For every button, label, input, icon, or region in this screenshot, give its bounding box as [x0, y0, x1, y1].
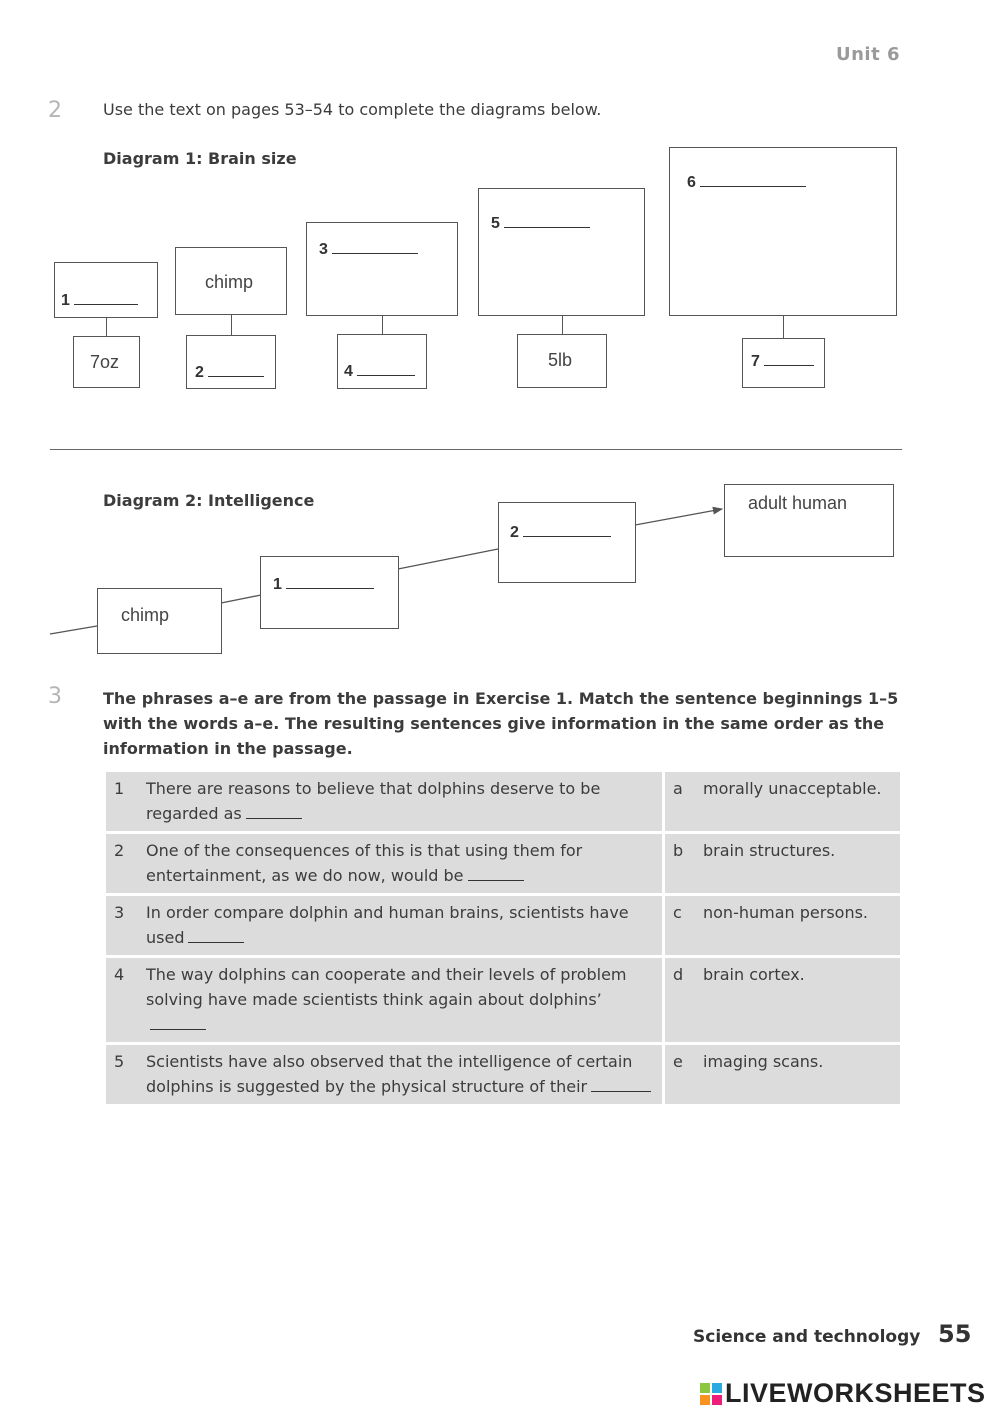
sentence-beginning — [140, 772, 665, 831]
box-label: 7oz — [90, 352, 120, 372]
sentence-number: 2 — [106, 834, 140, 893]
option-letter: e — [665, 1045, 697, 1104]
blank-number: 2 — [510, 524, 519, 541]
intelligence-box-adult-human — [724, 484, 894, 557]
page-number: 55 — [938, 1320, 972, 1348]
answer-blank[interactable] — [591, 1090, 651, 1092]
option-letter: c — [665, 896, 697, 955]
box-label: 5lb — [548, 350, 573, 370]
answer-blank[interactable] — [188, 941, 244, 943]
intelligence-box-2 — [498, 502, 636, 583]
answer-blank[interactable] — [468, 879, 524, 881]
answer-blank[interactable] — [523, 535, 611, 537]
blank-number: 3 — [319, 241, 328, 258]
table-row — [106, 896, 900, 955]
sentence-text: Scientists have also observed that the intelligence of certain dolphins is suggested by the physical structure of their — [146, 1052, 633, 1096]
exercise-2-instruction: Use the text on pages 53–54 to complete the diagrams below. — [103, 100, 602, 119]
sentence-number: 5 — [106, 1045, 140, 1104]
sentence-text: The way dolphins can cooperate and their levels of problem solving have made scientists think again about dolphins’ — [146, 965, 627, 1009]
brand-logo — [700, 1378, 986, 1409]
sentence-number: 4 — [106, 958, 140, 1042]
intelligence-box-1 — [260, 556, 399, 629]
option-word: morally unacceptable. — [697, 772, 900, 831]
box-label: chimp — [205, 272, 254, 292]
sentence-beginning — [140, 958, 665, 1042]
connector-line — [221, 595, 261, 603]
blank-number: 6 — [687, 174, 696, 191]
blank-number: 1 — [61, 292, 70, 309]
connector-line — [50, 626, 97, 634]
exercise-2-number: 2 — [48, 98, 62, 123]
exercise-3-instruction: The phrases a–e are from the passage in Exercise 1. Match the sentence beginnings 1–5 with the words a–e. The resulting sentences give information in the same order as the information in the passage. — [103, 689, 899, 758]
sentence-text: One of the consequences of this is that using them for entertainment, as we do now, would be — [146, 841, 583, 885]
option-letter: b — [665, 834, 697, 893]
blank-number: 4 — [344, 363, 353, 380]
brand-name: LIVEWORKSHEETS — [725, 1378, 986, 1408]
sentence-text: In order compare dolphin and human brains, scientists have used — [146, 903, 629, 947]
sentence-number: 1 — [106, 772, 140, 831]
table-row — [106, 958, 900, 1042]
box-label: chimp — [121, 605, 170, 625]
table-row — [106, 834, 900, 893]
answer-blank[interactable] — [150, 1028, 206, 1030]
section-title: Science and technology — [693, 1327, 921, 1347]
intelligence-box-chimp — [97, 588, 222, 654]
table-row — [106, 1045, 900, 1104]
diagram-1-title: Diagram 1: Brain size — [103, 149, 297, 168]
option-letter: a — [665, 772, 697, 831]
option-word: non-human persons. — [697, 896, 900, 955]
exercise-3-number: 3 — [48, 684, 62, 709]
option-letter: d — [665, 958, 697, 1042]
sentence-number: 3 — [106, 896, 140, 955]
option-word: brain structures. — [697, 834, 900, 893]
sentence-beginning — [140, 834, 665, 893]
liveworksheets-logo-icon — [700, 1383, 722, 1405]
table-row — [106, 772, 900, 831]
diagram-2-title: Diagram 2: Intelligence — [103, 491, 315, 510]
answer-blank[interactable] — [286, 587, 374, 589]
box-label: adult human — [748, 493, 848, 513]
blank-number: 1 — [273, 576, 282, 593]
option-word: imaging scans. — [697, 1045, 900, 1104]
blank-number: 7 — [751, 353, 760, 370]
arrow-line — [635, 509, 722, 525]
unit-label: Unit 6 — [836, 44, 900, 65]
option-word: brain cortex. — [697, 958, 900, 1042]
sentence-beginning — [140, 896, 665, 955]
sentence-beginning — [140, 1045, 665, 1104]
answer-blank[interactable] — [246, 817, 302, 819]
blank-number: 2 — [195, 364, 204, 381]
connector-line — [398, 549, 498, 569]
sentence-text: There are reasons to believe that dolphins deserve to be regarded as — [146, 779, 601, 823]
matching-table — [106, 769, 900, 1107]
blank-number: 5 — [491, 215, 500, 232]
